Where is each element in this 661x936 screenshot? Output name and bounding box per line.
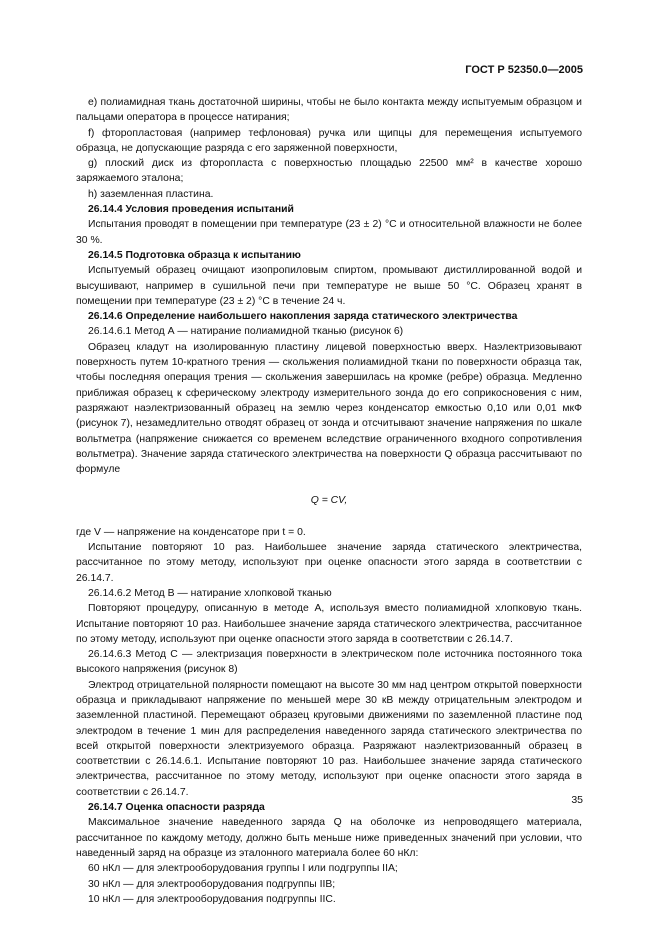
paragraph: e) полиамидная ткань достаточной ширины, чтобы не было контакта между испытуемым образцом и пальцами оператора в процессе натирания; — [76, 97, 582, 124]
list-item: 10 нКл — для электрооборудования подгруппы IIC. — [88, 893, 336, 905]
section-heading: 26.14.4 Условия проведения испытаний — [88, 204, 294, 216]
paragraph: h) заземленная пластина. — [88, 188, 214, 200]
paragraph: Повторяют процедуру, описанную в методе А, используя вместо полиамидной хлопковую ткань. Испытание повторяют 10 раз. Наибольшее значение заряда статического электричества, рассчитанное по этому методу, используют при оценке опасности этого заряда в соответствии с 26.14.7. — [76, 603, 582, 645]
paragraph: Электрод отрицательной полярности помещают на высоте 30 мм над центром открытой поверхности образца и прикладывают напряжение по меньшей мере 30 кВ между отрицательным электродом и заземленной пластиной. Перемещают образец круговыми движениями по заземленной пластине под электродом в течение 1 мин для распределения наведенного заряда статического электричества по всей открытой поверхности электризуемого образца. Разряжают наэлектризованный образец в соответствии с 26.14.6.1. Испытание повторяют 10 раз. Наибольшее значение заряда статического электричества, рассчитанное по этому методу, используют при оценке опасности этого заряда в соответствии с 26.14.7. — [76, 679, 582, 798]
document-header: ГОСТ Р 52350.0—2005 — [465, 64, 583, 76]
paragraph: Максимальное значение наведенного заряда Q на оболочке из непроводящего материала, рассчитанное по каждому методу, должно быть меньше ниже приведенных значений при условии, что наведенный заряд на образце из эталонного материала более 60 нКл: — [76, 817, 582, 859]
paragraph: g) плоский диск из фторопласта с поверхностью площадью 22500 мм² в качестве хорошо заряжаемого эталона; — [76, 158, 582, 185]
subsection-heading: 26.14.6.3 Метод С — электризация поверхности в электрическом поле источника постоянного тока высокого напряжения (рисунок 8) — [76, 649, 582, 676]
page-number: 35 — [571, 794, 583, 806]
subsection-heading: 26.14.6.2 Метод В — натирание хлопковой тканью — [88, 587, 332, 599]
formula: Q = CV, — [310, 495, 348, 507]
paragraph: Испытание повторяют 10 раз. Наибольшее значение заряда статического электричества, рассчитанное по этому методу, используют при оценке опасности этого заряда в соответствии с 26.14.7. — [76, 542, 582, 584]
paragraph: Образец кладут на изолированную пластину лицевой поверхностью вверх. Наэлектризовывают поверхность путем 10-кратного трения — скольжения полиамидной ткани по поверхности образца так, чтобы последняя операция трения — скольжения завершилась на кромке (ребре) образца. Медленно приближая образец к сферическому электроду измерительного зонда до его соприкосновения с ним, разряжают наэлектризованный образец на землю через конденсатор емкостью 0,10 или 0,01 мкФ (рисунок 7), незамедлительно отводят образец от зонда и отсчитывают значение напряжения по шкале вольтметра (напряжение снижается со временем вследствие ограниченного входного сопротивления вольтметра). Значение заряда статического электричества на поверхности Q образца рассчитывают по формуле — [76, 341, 582, 476]
paragraph: Испытуемый образец очищают изопропиловым спиртом, промывают дистиллированной водой и высушивают, например в сушильной печи при температуре не выше 50 °С. Образец хранят в помещении при температуре (23 ± 2) °С в течение 24 ч. — [76, 265, 582, 307]
document-body — [76, 95, 582, 907]
list-item: 60 нКл — для электрооборудования группы I или подгруппы IIA; — [88, 863, 398, 875]
section-heading: 26.14.7 Оценка опасности разряда — [88, 802, 265, 814]
section-heading: 26.14.6 Определение наибольшего накопления заряда статического электричества — [88, 311, 518, 323]
subsection-heading: 26.14.6.1 Метод А — натирание полиамидной тканью (рисунок 6) — [88, 326, 404, 338]
paragraph: f) фторопластовая (например тефлоновая) ручка или щипцы для перемещения испытуемого образца, не допускающие разряда с его заряженной поверхности, — [76, 127, 582, 154]
paragraph: Испытания проводят в помещении при температуре (23 ± 2) °С и относительной влажности не более 30 %. — [76, 219, 582, 246]
formula-explanation: где V — напряжение на конденсаторе при t = 0. — [76, 526, 306, 538]
section-heading: 26.14.5 Подготовка образца к испытанию — [88, 249, 301, 261]
list-item: 30 нКл — для электрооборудования подгруппы IIB; — [88, 878, 336, 890]
